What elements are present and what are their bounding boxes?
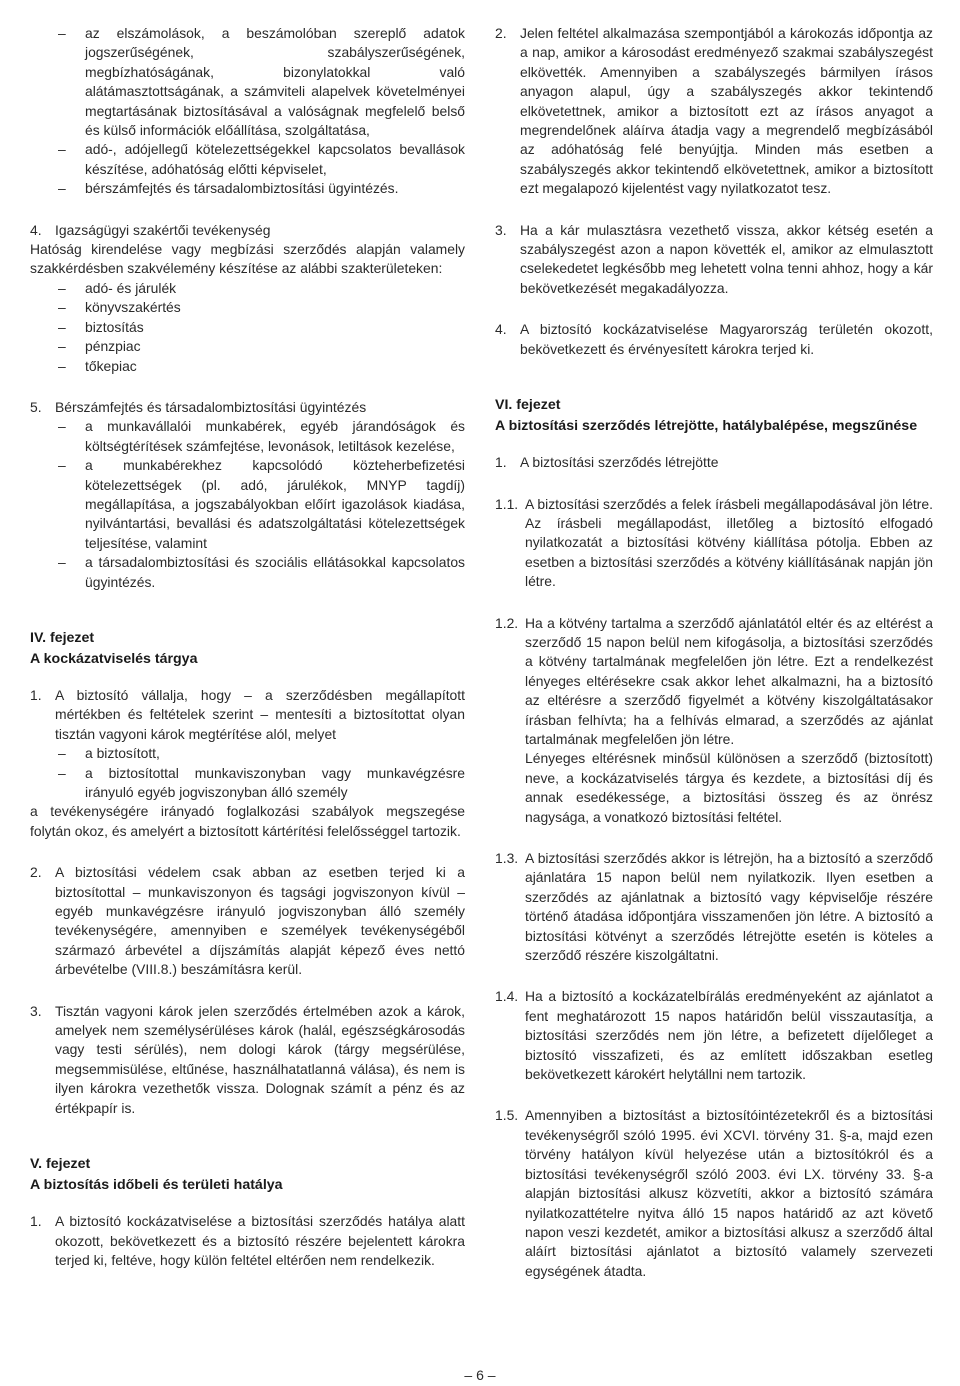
paragraph-number: 1.4. <box>495 988 519 1005</box>
paragraph-text: Ha a kár mulasztásra vezethető vissza, akkor kétség esetén a szabályszegést azon a napon követték el, amikor az elmulasztott cselekedetet legkésőbb meg lehetett volna tenni ahhoz, hogy a kár bekövetkezését megakadályozza. <box>520 221 933 296</box>
paragraph-number: 1.3. <box>495 850 519 866</box>
paragraph-text: a tevékenységére irányadó foglalkozási szabályok megszegése folytán okoz, és amelyért a biztosított kártérítési felelősséggel tartozik. <box>30 803 465 839</box>
section-4 <box>30 221 465 240</box>
list-item: – a biztosított, <box>30 744 465 763</box>
chapter-label: V. fejezet <box>30 1156 91 1173</box>
paragraph-text: Tisztán vagyoni károk jelen szerződés értelmében azok a károk, amelyek nem személysérüléses károk (halál, egészségkárosodás vagy testi sérülés), nem dologi károk (tárgy megsérülése, megsemmisülése, eltűnése, használhatatlanná válása), és nem is ilyen károkra vezethetők vissza. Dolognak számít a pénz és az értékpapír is. <box>55 1002 465 1116</box>
paragraph-number: 4. <box>495 321 507 338</box>
paragraph-number: 1. <box>30 1213 42 1230</box>
section-4-text: Hatóság kirendelése vagy megbízási szerződés alapján valamely szakkérdésben szakvélemény készítése az alábbi szakterületeken: <box>30 241 465 277</box>
page-number: – 6 – <box>464 1367 496 1383</box>
left-column <box>30 24 465 1270</box>
subsection-heading <box>495 453 933 472</box>
subsection-number: 1. <box>495 454 507 471</box>
subsection-title: A biztosítási szerződés létrejötte <box>520 454 719 471</box>
section-number: 5. <box>30 398 42 415</box>
paragraph-number: 1. <box>30 686 42 703</box>
paragraph-text: A biztosító kockázatviselése a biztosítási szerződés hatálya alatt okozott, bekövetkezett és a biztosító részére bejelentett károkra terjed ki, feltéve, hogy külön feltétel eltérően nem rendelkezik. <box>55 1213 465 1268</box>
paragraph-1-2 <box>495 614 933 827</box>
section-title: Igazságügyi szakértői tevékenység <box>55 221 271 238</box>
paragraph-text: Ha a kötvény tartalma a szerződő ajánlatától eltér és az eltérést a szerződő 15 napon belül nem kifogásolja, a biztosítási szerződés a kötvény tartalmának megfelelően jön létre. Ezt a rendelkezést lényeges eltérésekre csak akkor lehet alkalmazni, ha a biztosító az eltérésre a szerződő figyelmét a kötvény kiszolgáltatásakor írásban felhívta; ha a felhívás elmarad, a szerződés az ajánlat tartalmának megfelelően jön létre. <box>525 614 933 747</box>
section-5 <box>30 398 465 417</box>
paragraph-2 <box>495 24 933 199</box>
paragraph-1 <box>30 1212 465 1270</box>
paragraph-number: 1.5. <box>495 1107 519 1124</box>
list-item: – adó- és járulék <box>30 279 465 298</box>
list-item: – könyvszakértés <box>30 298 465 317</box>
list-item: – biztosítás <box>30 318 465 337</box>
list-item: – az elszámolások, a beszámolóban szereplő adatok jogszerűségének, szabályszerűségének, megbízhatóságának, bizonylatokkal való alátámasztottságának, a számviteli alapelvek követelményei megtartásának biztosításával a valóságnak megfelelő belső és külső információk előállítása, szolgáltatása, <box>30 24 465 140</box>
paragraph-number: 2. <box>495 25 507 41</box>
list-item: – bérszámfejtés és társadalombiztosítási ügyintézés. <box>30 179 465 198</box>
list-item: – a munkavállalói munkabérek, egyéb járandóságok és költségtérítések számfejtése, levonások, letiltások kezelése, <box>30 417 465 456</box>
paragraph-text: A biztosító vállalja, hogy – a szerződésben megállapított mértékben és feltételek szerint – mentesíti a biztosítottat olyan tisztán vagyoni károk megtérítése alól, melyet <box>55 686 465 742</box>
paragraph-1-5 <box>495 1106 933 1281</box>
chapter-title: A biztosítási szerződés létrejötte, hatálybalépése, megszűnése <box>495 418 918 435</box>
list-item: – adó-, adójellegű kötelezettségekkel kapcsolatos bevallások készítése, adóhatóság előtti képviselet, <box>30 140 465 179</box>
chapter-title: A kockázatviselés tárgya <box>30 650 198 667</box>
paragraph-2 <box>30 863 465 979</box>
paragraph-1-3 <box>495 849 933 965</box>
paragraph-1-4 <box>495 987 933 1084</box>
paragraph-3 <box>30 1002 465 1118</box>
paragraph-number: 3. <box>495 221 507 238</box>
chapter-label: IV. fejezet <box>30 629 95 646</box>
right-column <box>495 24 933 1281</box>
paragraph-1 <box>30 686 465 744</box>
paragraph-text: Lényeges eltérésnek minősül különösen a szerződő (biztosított) neve, a kockázatviselés tárgya és kezdete, a biztosítási díj és annak esedékessége, a biztosítási összeg és az önrész nagysága, a vonatkozó biztosítási feltétel. <box>525 750 933 825</box>
paragraph-number: 2. <box>30 864 42 881</box>
paragraph-number: 3. <box>30 1002 42 1019</box>
list-item: – a társadalombiztosítási és szociális ellátásokkal kapcsolatos ügyintézés. <box>30 553 465 592</box>
list-item: – pénzpiac <box>30 337 465 356</box>
section-number: 4. <box>30 221 42 238</box>
paragraph-text: Amennyiben a biztosítást a biztosítóintézetekről és a biztosítási tevékenységről szóló 1995. évi XCVI. törvény 31. §-a, majd ezen törvény hatályon kívül helyezése után a biztosítókról és a biztosítási tevékenységről szóló 2003. évi LX. törvény 33. §-a alapján biztosítási alkusz közvetíti, akkor a biztosító számára nyilatkozattételre nyitva álló 15 napos határidő az azt követő napon veszi kezdetét, amikor a biztosítási alkusz a szerződő által aláírt biztosítási ajánlatot a biztosító valamely szervezeti egységének átadta. <box>525 1107 933 1279</box>
list-item: – a biztosítottal munkaviszonyban vagy munkavégzésre irányuló egyéb jogviszonyban álló személy <box>30 764 465 803</box>
paragraph-4 <box>495 320 933 359</box>
section-title: Bérszámfejtés és társadalombiztosítási ügyintézés <box>55 398 367 415</box>
paragraph-number: 1.2. <box>495 614 519 631</box>
paragraph-3 <box>495 221 933 299</box>
paragraph-text: Jelen feltétel alkalmazása szempontjából a károkozás időpontja az a nap, amikor a károsodást eredményező szakmai szabályszegést elkövették. Amennyiben a szabályszegés bármilyen írásos anyagon alapul, úgy a szabályszegés akkor tekintendő elkövetettnek, amikor a biztosított ezt az írásos anyagot a megrendelőnek aláírva átadja vagy a megrendelő megbízásából az adóhatóság felé benyújtja. Minden más esetben a szabályszegés akkor tekintendő elkövetettnek, amikor a biztosított ezt megalapozó kijelentést vagy nyilatkozatot tesz. <box>520 25 933 197</box>
chapter-label: VI. fejezet <box>495 397 561 414</box>
paragraph-text: A biztosítási védelem csak abban az esetben terjed ki a biztosítottal – munkaviszonyon és tagsági jogviszonyon kívül – egyéb munkavégzésre irányuló jogviszonyban álló személy tevékenységére, amennyiben e személyek tevékenységéből származó árbevétel a díjszámítás alapját képező éves nettó árbevételbe (VIII.8.) beszámításra kerül. <box>55 864 465 978</box>
paragraph-number: 1.1. <box>495 495 519 512</box>
paragraph-1-1 <box>495 495 933 592</box>
paragraph-text: Ha a biztosító a kockázatelbírálás eredményeként az ajánlatot a fent meghatározott 15 napos határidőn belül visszautasítja, a biztosítási szerződés nem jön létre, a befizetett díjelőleget a biztosító visszafizeti, és az említett időszakban esetleg bekövetkezett károkért helytállni nem tartozik. <box>525 988 933 1083</box>
paragraph-text: A biztosítási szerződés akkor is létrejön, ha a biztosító a szerződő ajánlatára 15 napon belül nem nyilatkozik. Ilyen esetben a szerződés az ajánlatnak a biztosító vagy képviselője részére történő átadása időpontjára visszamenően jön létre. A biztosító a biztosítási kötvényt a szerződés létrejötte esetén is köteles a szerződő részére kiszolgáltatni. <box>525 850 933 964</box>
paragraph-text: A biztosítási szerződés a felek írásbeli megállapodásával jön létre. Az írásbeli megállapodást, illetőleg a biztosító elfogadó nyilatkozatát a biztosítási kötvény kiállítása pótolja. Ebben az esetben a biztosítási szerződés a kötvény kiállításának napján jön létre. <box>525 495 933 590</box>
paragraph-text: A biztosító kockázatviselése Magyarország területén okozott, bekövetkezett és érvényesített károkra terjed ki. <box>520 321 933 357</box>
list-item: – tőkepiac <box>30 357 465 376</box>
list-item: – a munkabérekhez kapcsolódó közteherbefizetési kötelezettségek (pl. adó, járulékok, MNYP tagdíj) megállapítása, a jogszabályokban előírt igazolások kiadása, nyilvántartási, bevallási és adatszolgáltatási kötelezettségek teljesítése, valamint <box>30 456 465 553</box>
chapter-title: A biztosítás időbeli és területi hatálya <box>30 1177 283 1194</box>
